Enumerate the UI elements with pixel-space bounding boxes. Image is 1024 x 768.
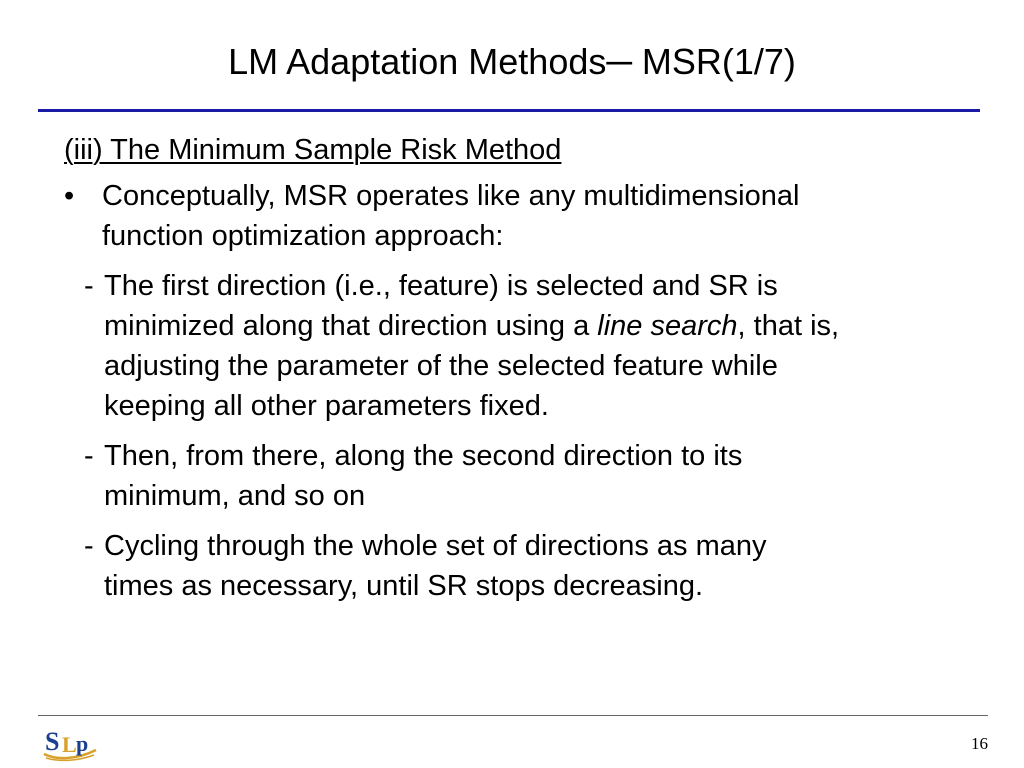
subheading: (iii) The Minimum Sample Risk Method xyxy=(64,134,562,166)
svg-text:L: L xyxy=(62,732,77,757)
subpoint-2-line-2: minimum, and so on xyxy=(104,480,366,512)
bullet-icon: • xyxy=(64,180,75,212)
svg-text:p: p xyxy=(76,731,89,756)
dash-marker: - xyxy=(84,270,94,302)
slide-title: LM Adaptation Methods─ MSR(1/7) xyxy=(228,41,796,82)
page-number: 16 xyxy=(971,734,988,753)
subpoint-1-line-3: adjusting the parameter of the selected feature while xyxy=(104,350,778,382)
subpoint-1-line-2 xyxy=(104,306,994,346)
subpoint-1 xyxy=(84,266,994,426)
subpoint-1-line-2-before: minimized along that direction using a xyxy=(104,310,598,342)
svg-text:S: S xyxy=(45,727,60,756)
subpoint-3-line-1: Cycling through the whole set of directions as many xyxy=(104,530,767,562)
bullet-item xyxy=(64,176,994,256)
subpoint-3-line-2: times as necessary, until SR stops decreasing. xyxy=(104,570,704,602)
line-search-emphasis: line search xyxy=(597,310,738,342)
subpoint-1-line-2-after: , that is, xyxy=(737,310,840,342)
dash-marker: - xyxy=(84,530,94,562)
subpoint-1-line-1: The first direction (i.e., feature) is selected and SR is xyxy=(104,270,778,302)
subpoint-3 xyxy=(84,526,994,606)
footer-divider xyxy=(38,715,988,716)
subpoint-1-line-4: keeping all other parameters fixed. xyxy=(104,390,549,422)
title-divider xyxy=(38,109,980,112)
bullet-line-1: Conceptually, MSR operates like any multidimensional xyxy=(102,180,800,212)
subpoint-2-line-1: Then, from there, along the second direction to its xyxy=(104,440,743,472)
dash-marker: - xyxy=(84,440,94,472)
bullet-line-2: function optimization approach: xyxy=(102,220,504,252)
subpoint-2 xyxy=(84,436,994,516)
subheading-line xyxy=(64,130,994,170)
slp-logo xyxy=(42,722,98,762)
slide-body xyxy=(64,130,994,606)
